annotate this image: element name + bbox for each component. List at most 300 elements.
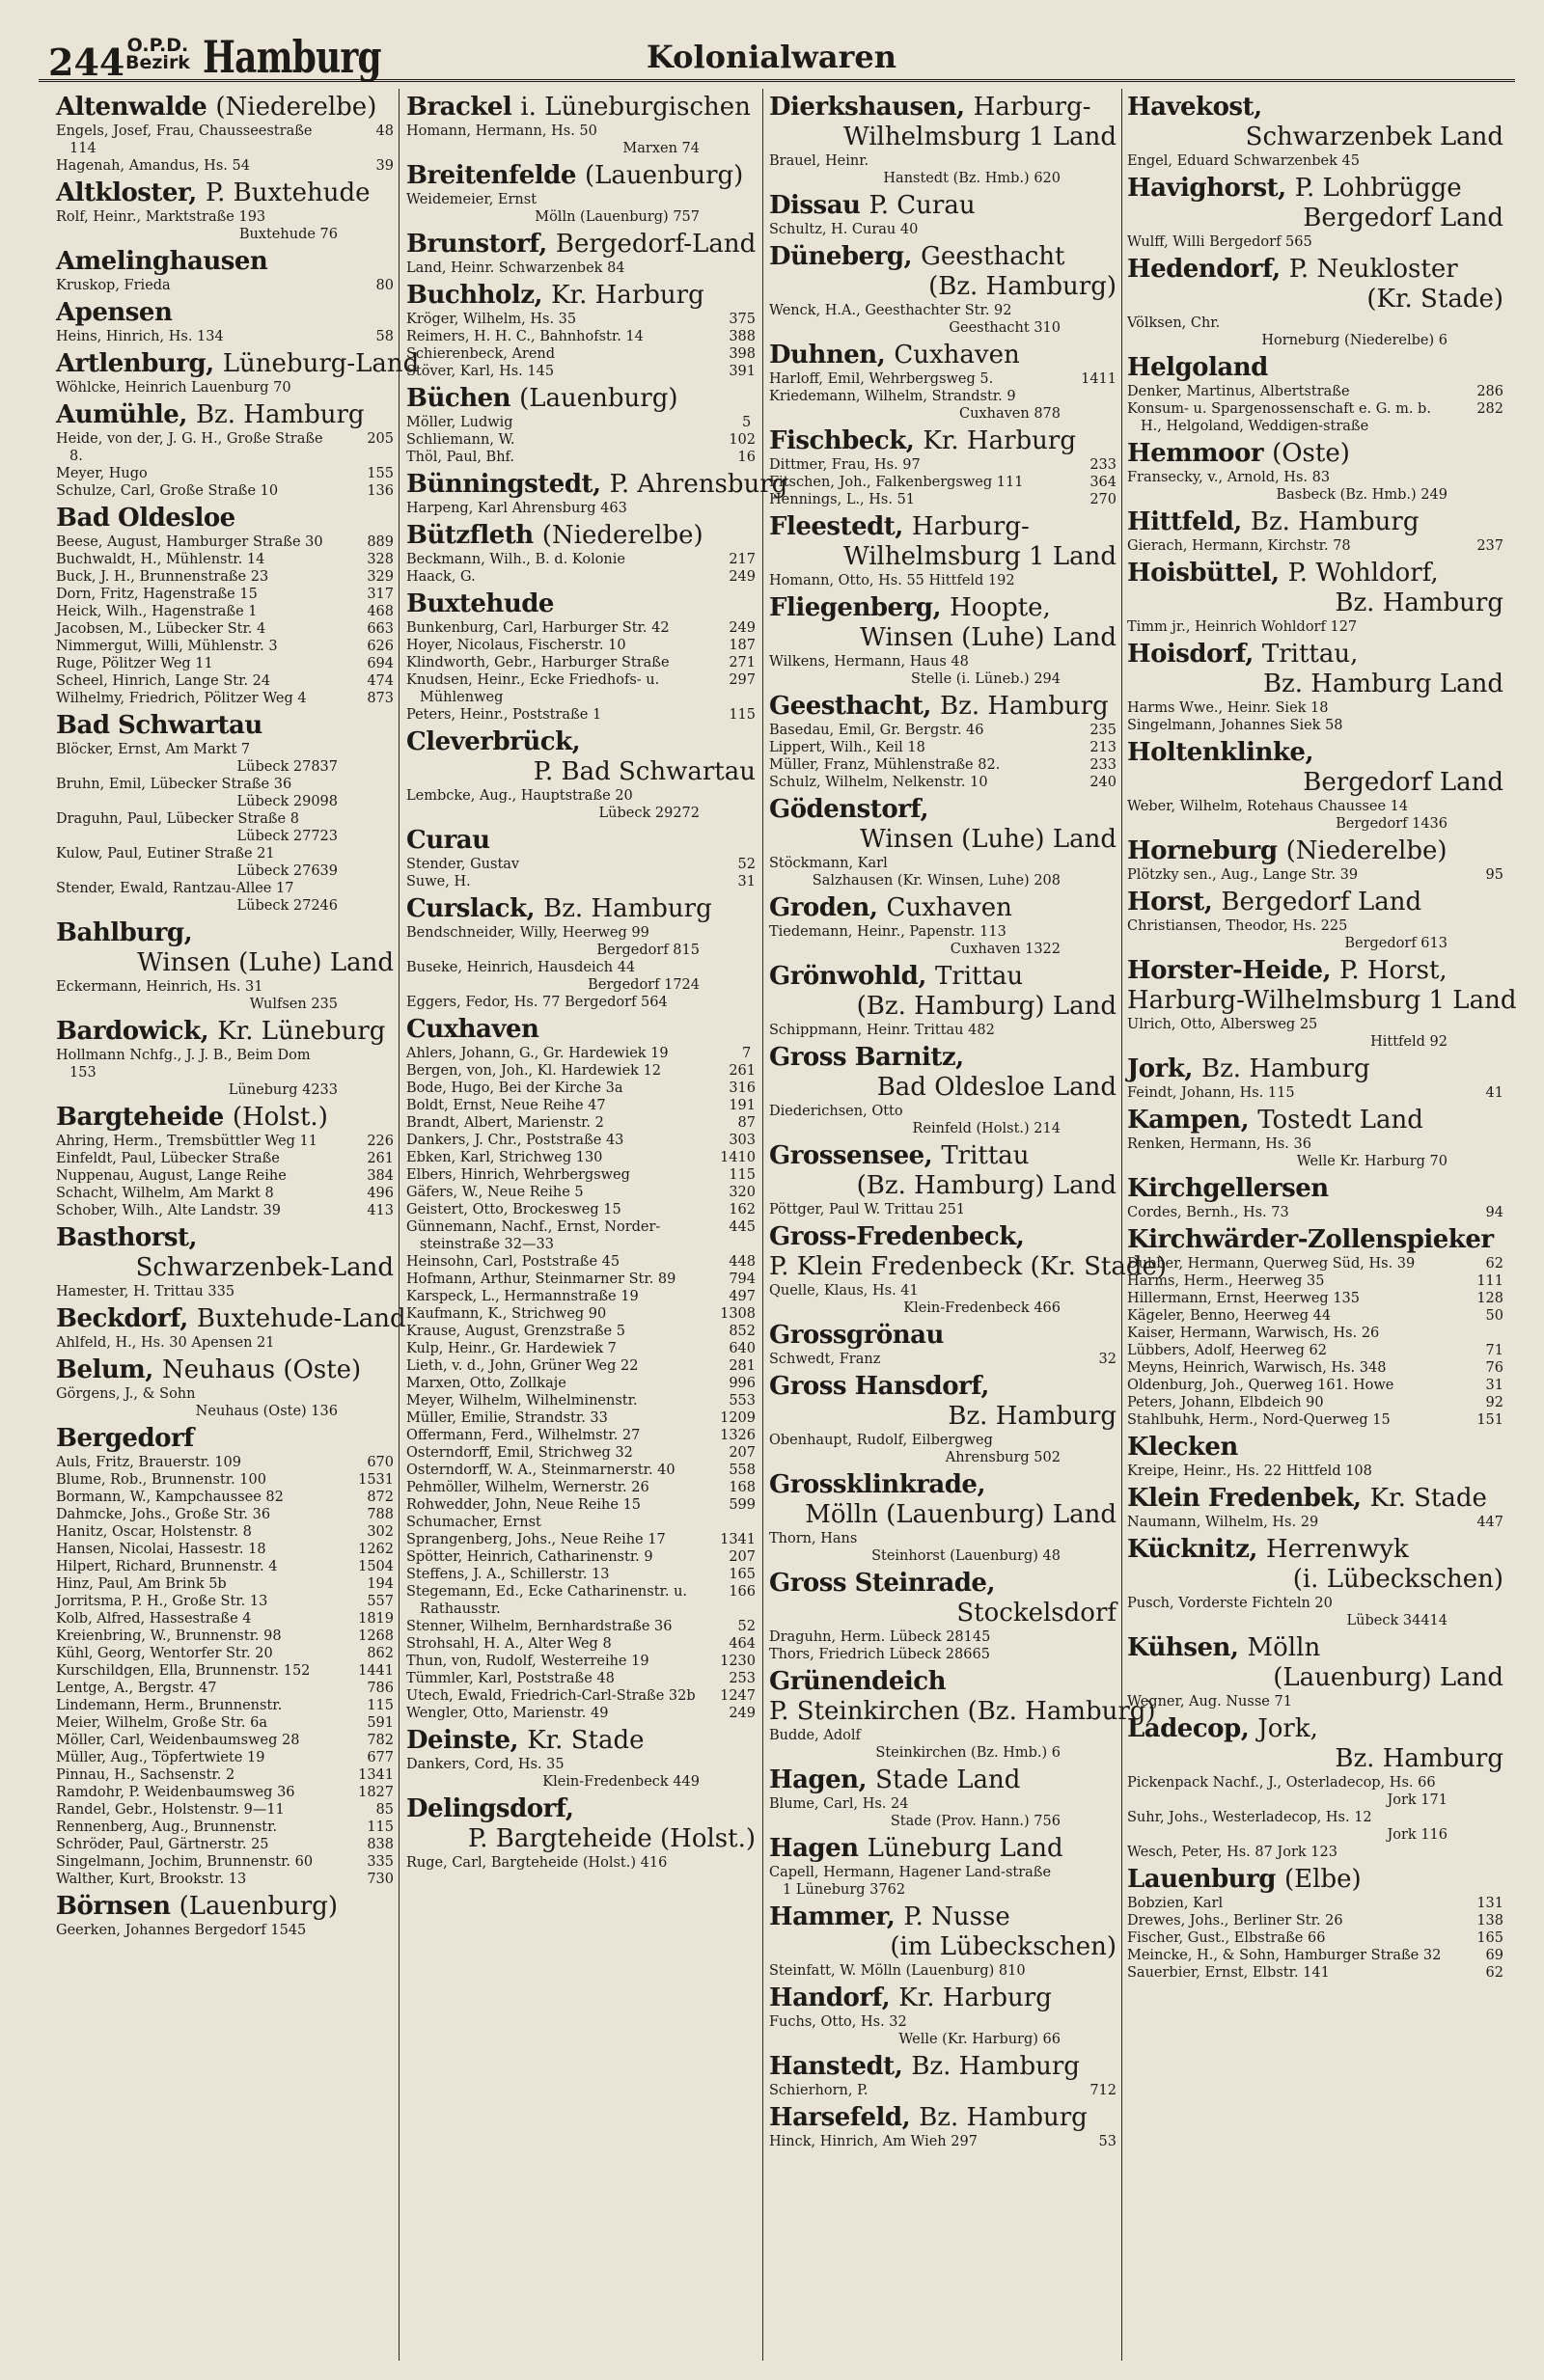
phone-exchange: Lübeck 29272 bbox=[598, 806, 700, 821]
place-name: Beckdorf, bbox=[56, 1304, 188, 1333]
place-qualifier: Kr. Stade bbox=[1369, 1484, 1487, 1513]
merchant-entry bbox=[406, 1132, 756, 1149]
merchant-entry bbox=[1127, 400, 1503, 435]
merchant-name: Harms, Herm., Heerweg 35 bbox=[1127, 1273, 1325, 1289]
merchant-entry bbox=[406, 1705, 756, 1722]
merchant-name: Boldt, Ernst, Neue Reihe 47 bbox=[406, 1098, 606, 1113]
merchant-name: Heinsohn, Carl, Poststraße 45 bbox=[406, 1254, 620, 1270]
merchant-entry bbox=[1127, 537, 1503, 555]
place-section bbox=[406, 894, 756, 1011]
phone-number: 249 bbox=[729, 569, 756, 585]
merchant-name: Rolf, Heinr., Marktstraße 193 bbox=[56, 209, 266, 225]
phone-number: 872 bbox=[367, 1490, 394, 1505]
place-qualifier-line2: Bergedorf Land bbox=[1303, 204, 1503, 233]
place-heading bbox=[56, 298, 394, 328]
phone-number: 151 bbox=[1476, 1412, 1503, 1428]
phone-number: 302 bbox=[367, 1524, 394, 1540]
place-heading bbox=[1127, 956, 1517, 1016]
place-qualifier-line2: Schwarzenbek-Land bbox=[135, 1253, 394, 1282]
merchant-name: Wilkens, Hermann, Haus 48 bbox=[769, 654, 969, 670]
merchant-entry bbox=[406, 551, 756, 568]
phone-number: 320 bbox=[729, 1185, 756, 1200]
place-qualifier: Bz. Hamburg bbox=[911, 2052, 1080, 2081]
merchant-entry bbox=[1127, 1255, 1503, 1272]
place-name: Brunstorf, bbox=[406, 230, 547, 259]
merchant-name: Singelmann, Jochim, Brunnenstr. 60 bbox=[56, 1854, 314, 1870]
merchant-name: Hinck, Hinrich, Am Wieh 297 bbox=[769, 2134, 978, 2149]
place-name: Düneberg, bbox=[769, 242, 913, 271]
phone-number: 670 bbox=[367, 1455, 394, 1470]
phone-exchange: Salzhausen (Kr. Winsen, Luhe) 208 bbox=[812, 873, 1061, 889]
phone-number: 889 bbox=[367, 534, 394, 550]
merchant-entry: Ahlers, Johann, G., Gr. Hardewiek 19 7 bbox=[406, 1046, 752, 1061]
place-heading bbox=[406, 1726, 756, 1756]
place-heading bbox=[769, 1902, 1117, 1962]
place-name: Horst, bbox=[1127, 888, 1213, 916]
place-name: Kücknitz, bbox=[1127, 1535, 1257, 1564]
place-name: Bahlburg, bbox=[56, 918, 193, 947]
merchant-name: Peters, Heinr., Poststraße 1 bbox=[406, 707, 602, 723]
phone-number: 663 bbox=[367, 621, 394, 637]
merchant-entry bbox=[769, 774, 1117, 791]
merchant-name: Kulow, Paul, Eutiner Straße 21 bbox=[56, 846, 275, 862]
place-qualifier: Herrenwyk bbox=[1265, 1535, 1409, 1564]
place-heading bbox=[1127, 1225, 1503, 1255]
merchant-entry bbox=[56, 1523, 394, 1541]
phone-number: 1341 bbox=[720, 1532, 756, 1547]
merchant-name: Schacht, Wilhelm, Am Markt 8 bbox=[56, 1186, 274, 1201]
place-section bbox=[56, 1017, 394, 1099]
phone-number: 788 bbox=[367, 1507, 394, 1522]
merchant-entry bbox=[406, 1305, 756, 1323]
phone-number: 187 bbox=[729, 638, 756, 653]
place-name: Brackel bbox=[406, 93, 512, 122]
merchant-name: Kühl, Georg, Wentorfer Str. 20 bbox=[56, 1646, 273, 1661]
place-section bbox=[769, 1902, 1117, 1980]
merchant-name: Suhr, Johs., Westerladecop, Hs. 12 bbox=[1127, 1810, 1372, 1825]
merchant-name: Jorritsma, P. H., Große Str. 13 bbox=[56, 1594, 268, 1609]
merchant-entry bbox=[56, 328, 394, 345]
phone-number: 468 bbox=[367, 604, 394, 619]
merchant-name: Auls, Fritz, Brauerstr. 109 bbox=[56, 1455, 242, 1470]
place-name: Altkloster, bbox=[56, 178, 197, 207]
phone-number: 50 bbox=[1485, 1308, 1503, 1324]
place-heading bbox=[406, 1015, 756, 1045]
place-qualifier-line2: Harburg-Wilhelmsburg 1 Land bbox=[1127, 986, 1517, 1015]
merchant-name: Jacobsen, M., Lübecker Str. 4 bbox=[56, 621, 266, 637]
place-name: Grossgrönau bbox=[769, 1321, 944, 1350]
place-section bbox=[406, 161, 756, 226]
phone-exchange: Neuhaus (Oste) 136 bbox=[195, 1404, 338, 1419]
merchant-name: Stahlbuhk, Herm., Nord-Querweg 15 bbox=[1127, 1412, 1391, 1428]
place-qualifier: Kr. Lüneburg bbox=[217, 1017, 386, 1046]
place-heading bbox=[1127, 888, 1503, 917]
phone-exchange: Lübeck 27639 bbox=[236, 863, 338, 879]
place-section bbox=[56, 178, 394, 243]
merchant-name: Kolb, Alfred, Hassestraße 4 bbox=[56, 1611, 252, 1627]
place-name: Kühsen, bbox=[1127, 1633, 1239, 1662]
merchant-name: Stöckmann, Karl bbox=[769, 856, 888, 871]
merchant-entry bbox=[406, 1653, 756, 1670]
merchant-entry bbox=[769, 739, 1117, 756]
merchant-entry bbox=[56, 1575, 394, 1593]
place-section bbox=[769, 962, 1117, 1039]
place-name: Belum, bbox=[56, 1355, 153, 1384]
merchant-entry bbox=[1127, 866, 1503, 884]
merchant-entry bbox=[769, 1727, 1117, 1762]
place-heading bbox=[56, 504, 394, 533]
merchant-name: Meyer, Wilhelm, Wilhelminenstr. bbox=[406, 1393, 638, 1409]
merchant-entry bbox=[56, 1749, 394, 1766]
place-section bbox=[1127, 1054, 1503, 1102]
place-heading bbox=[56, 918, 394, 978]
merchant-name: Eggers, Fedor, Hs. 77 Bergedorf 564 bbox=[406, 995, 668, 1010]
place-qualifier: Bz. Hamburg bbox=[940, 692, 1109, 721]
place-name: Fleestedt, bbox=[769, 512, 903, 541]
phone-number: 261 bbox=[729, 1063, 756, 1079]
merchant-entry bbox=[56, 741, 394, 776]
place-section bbox=[1127, 353, 1503, 435]
merchant-entry bbox=[406, 787, 756, 822]
merchant-name: Hoyer, Nicolaus, Fischerstr. 10 bbox=[406, 638, 626, 653]
place-qualifier: P. Wohldorf, bbox=[1287, 559, 1439, 588]
merchant-name: Hamester, H. Trittau 335 bbox=[56, 1284, 235, 1299]
merchant-entry bbox=[769, 923, 1117, 958]
merchant-entry bbox=[56, 1541, 394, 1558]
merchant-entry bbox=[1127, 383, 1503, 400]
merchant-entry bbox=[56, 1489, 394, 1506]
phone-exchange: Buxtehude 76 bbox=[238, 227, 338, 242]
merchant-entry bbox=[406, 1114, 756, 1132]
merchant-entry bbox=[406, 1062, 756, 1080]
merchant-name: Osterndorff, W. A., Steinmarnerstr. 40 bbox=[406, 1463, 676, 1478]
merchant-entry bbox=[769, 474, 1117, 491]
merchant-entry bbox=[56, 1334, 394, 1352]
phone-number: 136 bbox=[367, 483, 394, 499]
merchant-entry bbox=[406, 671, 756, 706]
phone-exchange: Lüneburg 4233 bbox=[228, 1082, 338, 1098]
place-heading bbox=[56, 1304, 406, 1334]
place-qualifier-line2: P. Bargteheide (Holst.) bbox=[468, 1824, 756, 1853]
place-heading bbox=[769, 2052, 1117, 2082]
merchant-entry bbox=[56, 430, 394, 465]
phone-number: 207 bbox=[729, 1549, 756, 1565]
phone-exchange: Cuxhaven 878 bbox=[959, 406, 1061, 422]
place-name: Bünningstedt, bbox=[406, 470, 601, 499]
place-section bbox=[769, 2052, 1117, 2099]
place-qualifier-line2: Mölln (Lauenburg) Land bbox=[805, 1500, 1117, 1529]
phone-number: 375 bbox=[729, 312, 756, 327]
merchant-name: Singelmann, Johannes Siek 58 bbox=[1127, 718, 1343, 733]
merchant-name: Draguhn, Paul, Lübecker Straße 8 bbox=[56, 811, 299, 827]
district-label-line1: O.P.D. bbox=[126, 35, 189, 56]
merchant-entry bbox=[769, 1530, 1117, 1565]
phone-exchange: Cuxhaven 1322 bbox=[950, 942, 1061, 957]
phone-number: 205 bbox=[367, 431, 394, 447]
merchant-entry bbox=[1127, 1016, 1503, 1051]
place-name: Havighorst, bbox=[1127, 174, 1286, 203]
phone-number: 191 bbox=[729, 1098, 756, 1113]
place-section bbox=[1127, 1633, 1503, 1710]
merchant-entry bbox=[769, 1351, 1117, 1368]
phone-exchange: Bergedorf 1436 bbox=[1336, 816, 1448, 832]
place-section bbox=[769, 1141, 1117, 1218]
phone-exchange: Bergedorf 815 bbox=[596, 943, 700, 958]
phone-number: 328 bbox=[367, 552, 394, 567]
page-number: 244 bbox=[48, 41, 125, 84]
place-section bbox=[1127, 888, 1503, 952]
merchant-entry bbox=[56, 1593, 394, 1610]
place-qualifier: (Lauenburg) bbox=[519, 384, 678, 413]
merchant-name: Hansen, Nicolai, Hassestr. 18 bbox=[56, 1542, 266, 1557]
place-name: Curslack, bbox=[406, 894, 536, 923]
place-name: Büchen bbox=[406, 384, 511, 413]
phone-number: 282 bbox=[1476, 401, 1503, 417]
merchant-entry bbox=[56, 568, 394, 586]
place-section bbox=[56, 349, 420, 397]
phone-number: 226 bbox=[367, 1134, 394, 1149]
place-qualifier: P. Lohbrügge bbox=[1294, 174, 1462, 203]
merchant-name: Schumacher, Ernst bbox=[406, 1515, 541, 1530]
phone-number: 1341 bbox=[358, 1767, 394, 1783]
place-section bbox=[406, 470, 788, 517]
place-section bbox=[56, 93, 394, 175]
phone-number: 76 bbox=[1485, 1360, 1503, 1376]
merchant-entry bbox=[56, 1732, 394, 1749]
merchant-name: Kaufmann, K., Strichweg 90 bbox=[406, 1306, 607, 1322]
merchant-name: Kägeler, Benno, Heerweg 44 bbox=[1127, 1308, 1332, 1324]
merchant-entry bbox=[769, 221, 1117, 238]
place-heading bbox=[56, 1424, 394, 1454]
phone-number: 194 bbox=[367, 1576, 394, 1592]
merchant-entry bbox=[1127, 1342, 1503, 1359]
merchant-entry bbox=[406, 1514, 756, 1531]
merchant-name: Geerken, Johannes Bergedorf 1545 bbox=[56, 1923, 307, 1938]
place-qualifier: P. Horst, bbox=[1339, 956, 1448, 985]
phone-number: 448 bbox=[729, 1254, 756, 1270]
phone-number: 95 bbox=[1485, 867, 1503, 883]
merchant-entry bbox=[406, 873, 756, 890]
place-qualifier-line2: P. Steinkirchen (Bz. Hamburg) bbox=[769, 1697, 1156, 1726]
place-heading bbox=[56, 1103, 394, 1133]
place-heading bbox=[769, 341, 1117, 370]
place-section bbox=[56, 1103, 394, 1219]
merchant-name: Buck, J. H., Brunnenstraße 23 bbox=[56, 569, 269, 585]
place-name: Grönwohld, bbox=[769, 962, 926, 991]
phone-exchange: Ahrensburg 502 bbox=[945, 1450, 1061, 1465]
place-section bbox=[769, 1470, 1117, 1565]
merchant-name: Bendschneider, Willy, Heerweg 99 bbox=[406, 925, 649, 941]
merchant-entry bbox=[406, 1566, 756, 1583]
place-qualifier: P. Ahrensburg bbox=[609, 470, 788, 499]
merchant-entry bbox=[1127, 1272, 1503, 1290]
phone-number: 1441 bbox=[358, 1663, 394, 1679]
place-section bbox=[769, 795, 1117, 889]
merchant-entry bbox=[769, 1864, 1117, 1899]
merchant-name: Brandt, Albert, Marienstr. 2 bbox=[406, 1115, 604, 1131]
merchant-name: Oldenburg, Joh., Querweg 161. Howe bbox=[1127, 1378, 1394, 1393]
merchant-entry bbox=[406, 1548, 756, 1566]
merchant-name: Renken, Hermann, Hs. 36 bbox=[1127, 1136, 1311, 1152]
place-heading bbox=[406, 161, 756, 191]
merchant-entry bbox=[56, 277, 394, 294]
merchant-name: Wenck, H.A., Geesthachter Str. 92 bbox=[769, 303, 1012, 318]
merchant-name: Pusch, Vorderste Fichteln 20 bbox=[1127, 1596, 1333, 1611]
merchant-name: Heide, von der, J. G. H., Große Straße 8. bbox=[56, 431, 323, 464]
place-qualifier-line2: (Kr. Stade) bbox=[1366, 285, 1503, 314]
merchant-name: Meyns, Heinrich, Warwisch, Hs. 348 bbox=[1127, 1360, 1387, 1376]
merchant-entry bbox=[56, 1871, 394, 1888]
place-qualifier-line2: (Bz. Hamburg) Land bbox=[856, 992, 1117, 1021]
merchant-name: Ruge, Carl, Bargteheide (Holst.) 416 bbox=[406, 1855, 668, 1871]
merchant-entry bbox=[769, 1646, 1117, 1663]
phone-number: 1308 bbox=[720, 1306, 756, 1322]
place-section bbox=[56, 1304, 406, 1352]
phone-number: 996 bbox=[729, 1376, 756, 1391]
place-qualifier: Trittau bbox=[934, 962, 1024, 991]
merchant-name: Bruhn, Emil, Lübecker Straße 36 bbox=[56, 777, 292, 792]
place-qualifier: Bz. Hamburg bbox=[1250, 507, 1420, 536]
merchant-entry bbox=[406, 637, 756, 654]
place-name: Delingsdorf, bbox=[406, 1794, 574, 1823]
place-name: Dissau bbox=[769, 191, 861, 220]
merchant-entry bbox=[1127, 1774, 1503, 1809]
merchant-name: Schröder, Paul, Gärtnerstr. 25 bbox=[56, 1837, 269, 1852]
merchant-name: Thors, Friedrich Lübeck 28665 bbox=[769, 1647, 990, 1662]
merchant-entry bbox=[406, 856, 756, 873]
place-section bbox=[56, 247, 394, 294]
merchant-entry bbox=[769, 1282, 1117, 1317]
place-qualifier: Stade Land bbox=[875, 1765, 1021, 1794]
place-heading bbox=[769, 1321, 1117, 1351]
merchant-entry bbox=[56, 586, 394, 603]
merchant-name: Blume, Carl, Hs. 24 bbox=[769, 1796, 909, 1812]
merchant-name: Sauerbier, Ernst, Elbstr. 141 bbox=[1127, 1965, 1330, 1981]
merchant-entry bbox=[1127, 1595, 1503, 1629]
place-heading bbox=[1127, 738, 1503, 798]
place-heading bbox=[56, 247, 394, 277]
merchant-name: Wöhlcke, Heinrich Lauenburg 70 bbox=[56, 380, 291, 396]
place-name: Hoisdorf, bbox=[1127, 640, 1254, 669]
merchant-name: Einfeldt, Paul, Lübecker Straße bbox=[56, 1151, 280, 1166]
merchant-entry bbox=[769, 1103, 1117, 1137]
phone-number: 213 bbox=[1089, 740, 1117, 755]
place-name: Handorf, bbox=[769, 1983, 891, 2012]
merchant-name: Ulrich, Otto, Albersweg 25 bbox=[1127, 1017, 1318, 1032]
phone-number: 497 bbox=[729, 1289, 756, 1304]
phone-number: 335 bbox=[367, 1854, 394, 1870]
merchant-name: Cordes, Bernh., Hs. 73 bbox=[1127, 1205, 1289, 1220]
place-name: Hedendorf, bbox=[1127, 255, 1281, 284]
place-heading bbox=[769, 426, 1117, 456]
merchant-name: Blöcker, Ernst, Am Markt 7 bbox=[56, 742, 251, 757]
phone-exchange: Lübeck 27723 bbox=[236, 829, 338, 844]
phone-number: 862 bbox=[367, 1646, 394, 1661]
merchant-entry bbox=[406, 431, 756, 449]
place-section bbox=[406, 589, 756, 724]
phone-number: 712 bbox=[1089, 2083, 1117, 2098]
merchant-name: Elbers, Hinrich, Wehrbergsweg bbox=[406, 1167, 630, 1183]
place-name: Kirchwärder-Zollenspieker bbox=[1127, 1225, 1494, 1254]
place-name: Grossensee, bbox=[769, 1141, 933, 1170]
place-heading bbox=[406, 589, 756, 619]
place-section bbox=[56, 711, 394, 915]
place-name: Grünendeich bbox=[769, 1667, 946, 1696]
phone-exchange: Welle Kr. Harburg 70 bbox=[1296, 1154, 1448, 1169]
merchant-entry bbox=[1127, 1204, 1503, 1221]
merchant-name: Ahlers, Johann, G., Gr. Hardewiek 19 bbox=[406, 1046, 669, 1061]
place-heading bbox=[769, 512, 1117, 572]
merchant-entry bbox=[56, 1185, 394, 1202]
merchant-name: Müller, Aug., Töpfertwiete 19 bbox=[56, 1750, 265, 1765]
place-heading bbox=[769, 1222, 1168, 1282]
phone-exchange: Stade (Prov. Hann.) 756 bbox=[890, 1814, 1061, 1829]
place-name: Geesthacht, bbox=[769, 692, 931, 721]
merchant-entry bbox=[56, 533, 394, 551]
phone-number: 115 bbox=[729, 1167, 756, 1183]
phone-number: 233 bbox=[1089, 457, 1117, 473]
place-heading bbox=[1127, 439, 1503, 469]
place-name: Gross Steinrade, bbox=[769, 1569, 995, 1598]
phone-number: 553 bbox=[729, 1393, 756, 1409]
merchant-name: Engels, Josef, Frau, Chausseestraße 114 bbox=[56, 123, 313, 156]
place-qualifier: (Holst.) bbox=[232, 1103, 328, 1132]
place-name: Ladecop, bbox=[1127, 1714, 1250, 1743]
merchant-entry bbox=[406, 1531, 756, 1548]
place-qualifier: (Lauenburg) bbox=[584, 161, 744, 190]
merchant-name: Stender, Ewald, Rantzau-Allee 17 bbox=[56, 881, 294, 896]
merchant-entry bbox=[406, 1218, 756, 1253]
merchant-name: Dorn, Fritz, Hagenstraße 15 bbox=[56, 587, 258, 602]
merchant-name: Pehmöller, Wilhelm, Wernerstr. 26 bbox=[406, 1480, 649, 1495]
phone-number: 162 bbox=[729, 1202, 756, 1217]
phone-number: 1230 bbox=[720, 1654, 756, 1669]
place-qualifier-line2: Winsen (Luhe) Land bbox=[860, 623, 1117, 652]
merchant-entry bbox=[406, 328, 756, 345]
merchant-name: Schippmann, Heinr. Trittau 482 bbox=[769, 1023, 995, 1038]
merchant-name: Hollmann Nchfg., J. J. B., Beim Dom 153 bbox=[56, 1048, 311, 1081]
merchant-entry bbox=[769, 572, 1117, 589]
place-heading bbox=[56, 711, 394, 741]
place-name: Apensen bbox=[56, 298, 173, 327]
merchant-name: Nimmergut, Willi, Mühlenstr. 3 bbox=[56, 639, 278, 654]
merchant-entry bbox=[56, 482, 394, 500]
place-heading bbox=[56, 1017, 394, 1047]
merchant-entry bbox=[1127, 1359, 1503, 1377]
merchant-entry bbox=[406, 345, 756, 363]
place-section bbox=[1127, 93, 1503, 170]
merchant-entry bbox=[769, 1022, 1117, 1039]
place-heading bbox=[1127, 1714, 1503, 1774]
merchant-name: Capell, Hermann, Hagener Land-straße 1 Lüneburg 3762 bbox=[769, 1865, 1052, 1898]
phone-exchange: Bergedorf 1724 bbox=[588, 977, 700, 993]
merchant-entry bbox=[1127, 1929, 1503, 1947]
merchant-name: Schober, Wilh., Alte Landstr. 39 bbox=[56, 1203, 281, 1218]
place-name: Hagen, bbox=[769, 1765, 868, 1794]
phone-number: 115 bbox=[367, 1698, 394, 1713]
place-section bbox=[1127, 956, 1517, 1051]
phone-number: 165 bbox=[729, 1567, 756, 1582]
phone-number: 794 bbox=[729, 1272, 756, 1287]
merchant-name: Knudsen, Heinr., Ecke Friedhofs- u. Mühlenweg bbox=[406, 672, 660, 705]
merchant-entry bbox=[56, 620, 394, 638]
place-section bbox=[1127, 640, 1503, 734]
place-heading bbox=[769, 893, 1117, 923]
merchant-name: Fischer, Gust., Elbstraße 66 bbox=[1127, 1930, 1326, 1946]
place-section bbox=[406, 384, 756, 466]
merchant-name: Utech, Ewald, Friedrich-Carl-Straße 32b bbox=[406, 1688, 696, 1704]
merchant-name: Dittmer, Frau, Hs. 97 bbox=[769, 457, 921, 473]
